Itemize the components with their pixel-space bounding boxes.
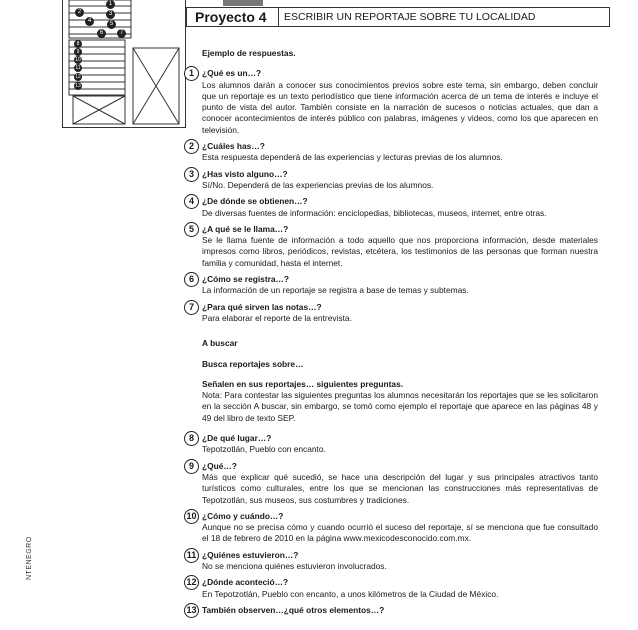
- answer-item: [184, 605, 598, 616]
- busca-heading: Busca reportajes sobre…: [202, 358, 304, 369]
- question-text: ¿Qué es un…?: [202, 68, 262, 79]
- project-label: Proyecto 4: [186, 7, 279, 27]
- question-number-badge: 11: [184, 548, 199, 563]
- diagram-marker: 7: [117, 29, 126, 38]
- question-text: ¿Para qué sirven las notas…?: [202, 301, 322, 312]
- diagram-marker: 9: [74, 48, 82, 56]
- question-number-badge: 2: [184, 139, 199, 154]
- answer-item: [184, 433, 598, 456]
- answer-text: Esta respuesta dependerá de las experiencias y lecturas previas de los alumnos.: [202, 152, 503, 163]
- question-number-badge: 13: [184, 603, 199, 618]
- question-text: ¿Quiénes estuvieron…?: [202, 549, 299, 560]
- project-title: ESCRIBIR UN REPORTAJE SOBRE TU LOCALIDAD: [279, 7, 610, 27]
- answer-text: Más que explicar qué sucedió, se hace una descripción del lugar y sus principales atractivos tanto turísticos como culturales, entre los que se mencionan las construcciones más representativas de Tepotzotlán, sus museos, sus costumbres y tradiciones.: [202, 471, 598, 505]
- diagram-marker: 3: [106, 10, 115, 19]
- question-text: ¿Cómo y cuándo…?: [202, 510, 284, 521]
- answers-list-b: [184, 433, 598, 621]
- example-heading: Ejemplo de respuestas.: [202, 48, 296, 58]
- question-text: ¿Qué…?: [202, 460, 237, 471]
- answer-item: [184, 302, 598, 325]
- question-number-badge: 7: [184, 300, 199, 315]
- answer-text: De diversas fuentes de información: enciclopedias, bibliotecas, museos, internet, entre otras.: [202, 207, 547, 218]
- side-label: NTENEGRO: [26, 536, 33, 580]
- answer-item: [184, 461, 598, 506]
- answer-item: [184, 169, 598, 192]
- answers-list-a: [184, 68, 598, 329]
- senalen-heading: Señalen en sus reportajes… siguientes preguntas.: [202, 378, 404, 389]
- answer-text: En Tepotzotlán, Pueblo con encanto, a unos kilómetros de la Ciudad de México.: [202, 588, 499, 599]
- answer-item: [184, 577, 598, 600]
- question-text: ¿Cuáles has…?: [202, 141, 265, 152]
- diagram-marker: 5: [107, 20, 116, 29]
- answer-text: La información de un reportaje se registra a base de temas y subtemas.: [202, 285, 469, 296]
- question-text: ¿A qué se le llama…?: [202, 223, 289, 234]
- question-number-badge: 3: [184, 167, 199, 182]
- answer-text: Se le llama fuente de información a todo aquello que nos proporciona información, desde materiales impresos como libros, periódicos, revistas, etcétera, los testimonios de las personas que forman nuestra familia y comunidad, hasta el internet.: [202, 235, 598, 268]
- project-header: [186, 0, 610, 26]
- answer-item: [184, 550, 598, 573]
- diagram-marker: 10: [75, 57, 81, 63]
- question-number-badge: 6: [184, 272, 199, 287]
- question-text: ¿De qué lugar…?: [202, 433, 272, 444]
- diagram-marker: 6: [97, 29, 106, 38]
- diagram-marker: 4: [85, 17, 94, 26]
- diagram-marker: 11: [75, 65, 81, 71]
- answer-item: [184, 274, 598, 297]
- header-dark-cell: [223, 0, 263, 6]
- question-text: ¿Has visto alguno…?: [202, 168, 288, 179]
- question-number-badge: 8: [184, 431, 199, 446]
- diagram-marker: 13: [75, 83, 81, 89]
- question-number-badge: 1: [184, 66, 199, 81]
- question-number-badge: 10: [184, 509, 199, 524]
- diagram-drawing: [63, 0, 187, 128]
- diagram-marker: 2: [75, 8, 84, 17]
- question-text: ¿Dónde aconteció…?: [202, 577, 289, 588]
- question-text: ¿Cómo se registra…?: [202, 274, 290, 285]
- question-text: También observen…¿qué otros elementos…?: [202, 604, 385, 615]
- question-number-badge: 4: [184, 194, 199, 209]
- answer-text: Aunque no se precisa cómo y cuando ocurrió el suceso del reportaje, sí se menciona que fue consultado el 18 de febrero de 2010 en la página www.mexicodesconocido.com.mx.: [202, 522, 598, 544]
- question-text: ¿De dónde se obtienen…?: [202, 196, 308, 207]
- layout-diagram: [62, 0, 186, 128]
- answer-text: Sí/No. Dependerá de las experiencias previas de los alumnos.: [202, 179, 434, 190]
- a-buscar-heading: A buscar: [202, 338, 238, 349]
- question-number-badge: 12: [184, 575, 199, 590]
- answer-item: [184, 196, 598, 219]
- answer-text: Para elaborar el reporte de la entrevista.: [202, 312, 352, 323]
- answer-item: [184, 141, 598, 164]
- answer-text: No se menciona quiénes estuvieron involucrados.: [202, 560, 387, 571]
- answer-text: Los alumnos darán a conocer sus conocimientos previos sobre este tema, sin embargo, deben concluir que un reportaje es un texto periodístico que tiene información acerca de un tema de interés e incluye el punto de vista del autor. También consiste en la narración de sucesos o noticias actuales, que dan a conocer acontecimientos de interés público con palabras, imágenes y videos, como los que aparecen en televisión.: [202, 79, 598, 135]
- question-number-badge: 5: [184, 222, 199, 237]
- answers-content: [184, 48, 598, 621]
- diagram-marker: 12: [75, 74, 81, 80]
- answer-item: [184, 68, 598, 136]
- diagram-marker: 8: [74, 40, 82, 48]
- answer-item: [184, 511, 598, 545]
- answer-item: [184, 224, 598, 269]
- question-number-badge: 9: [184, 459, 199, 474]
- answer-text: Tepotzotlán, Pueblo con encanto.: [202, 444, 326, 455]
- diagram-marker: 1: [106, 0, 115, 9]
- nota-paragraph: Nota: Para contestar las siguientes preguntas los alumnos necesitarán los reportajes que se les solicitaron en la sección A buscar, sin embargo, se tomó como ejemplo el reportaje que aparece en las páginas 48 y 49 del libro de texto SEP.: [202, 390, 598, 423]
